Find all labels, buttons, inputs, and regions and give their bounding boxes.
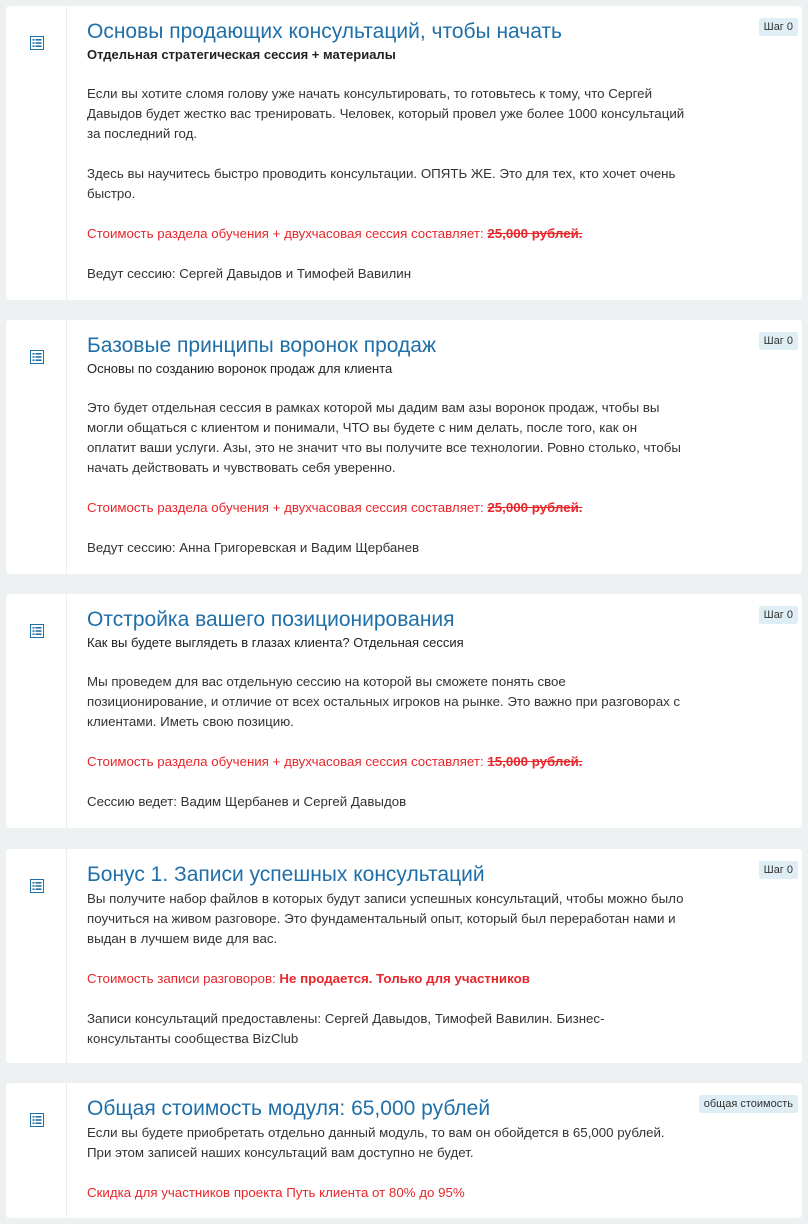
module-card-1 (6, 6, 802, 300)
price-label: Стоимость раздела обучения + двухчасовая сессия составляет: (87, 500, 484, 515)
module-title[interactable]: Базовые принципы воронок продаж (87, 334, 437, 357)
price-line (87, 969, 687, 989)
session-hosts: Ведут сессию: Сергей Давыдов и Тимофей Вавилин (87, 266, 412, 281)
module-card-4 (6, 849, 802, 1063)
module-title[interactable]: Общая стоимость модуля: 65,000 рублей (87, 1097, 491, 1120)
document-list-icon (30, 36, 44, 50)
card-content (87, 861, 687, 1049)
module-description: Мы проведем для вас отдельную сессию на которой вы сможете понять свое позиционирование, и отличие от всех остальных игроков на рынке. Это важно при разговорах с клиентами. Иметь свою позицию. (87, 674, 681, 729)
module-description: Если вы будете приобретать отдельно данный модуль, то вам он обойдется в 65,000 рублей. При этом записей наших консультаций вам доступно не будет. (87, 1125, 665, 1160)
module-card-2 (6, 320, 802, 574)
card-content (87, 18, 687, 284)
session-hosts: Записи консультаций предоставлены: Сергей Давыдов, Тимофей Вавилин. Бизнес-консультанты сообщества BizClub (87, 1011, 605, 1046)
document-list-icon (30, 879, 44, 893)
price-value: 25,000 рублей. (487, 226, 583, 241)
module-subtitle: Как вы будете выглядеть в глазах клиента? Отдельная сессия (87, 635, 464, 650)
module-description: Если вы хотите сломя голову уже начать консультировать, то готовьтесь к тому, что Сергей Давыдов будет жестко вас тренировать. Человек, который провел уже более 1000 консультаций за последний год. (87, 86, 685, 141)
card-content (87, 332, 687, 558)
card-sidebar (6, 320, 67, 574)
module-description: Вы получите набор файлов в которых будут записи успешных консультаций, чтобы можно было поучиться на живом разговоре. Это фундаментальный опыт, который был переработан нами и выдан в лучшем виде для вас. (87, 891, 684, 946)
module-total-card (6, 1083, 802, 1218)
price-label: Стоимость записи разговоров: (87, 971, 276, 986)
session-hosts: Ведут сессию: Анна Григоревская и Вадим Щербанев (87, 540, 420, 555)
card-sidebar (6, 594, 67, 828)
module-subtitle: Отдельная стратегическая сессия + материалы (87, 47, 396, 62)
module-description-2: Здесь вы научитесь быстро проводить консультации. ОПЯТЬ ЖЕ. Это для тех, кто хочет очень быстро. (87, 166, 676, 201)
step-badge: Шаг 0 (759, 18, 798, 36)
price-label: Стоимость раздела обучения + двухчасовая сессия составляет: (87, 226, 484, 241)
document-list-icon (30, 350, 44, 364)
card-content (87, 1095, 687, 1203)
module-card-3 (6, 594, 802, 828)
module-title[interactable]: Бонус 1. Записи успешных консультаций (87, 863, 485, 886)
discount-line: Скидка для участников проекта Путь клиента от 80% до 95% (87, 1185, 465, 1200)
total-badge: общая стоимость (699, 1095, 798, 1113)
session-hosts: Сессию ведет: Вадим Щербанев и Сергей Давыдов (87, 794, 407, 809)
step-badge: Шаг 0 (759, 332, 798, 350)
card-content (87, 606, 687, 812)
module-subtitle: Основы по созданию воронок продаж для клиента (87, 361, 393, 376)
card-sidebar (6, 849, 67, 1063)
price-line (87, 498, 687, 518)
price-line (87, 224, 687, 244)
price-value: 25,000 рублей. (487, 500, 583, 515)
document-list-icon (30, 1113, 44, 1127)
step-badge: Шаг 0 (759, 861, 798, 879)
price-label: Стоимость раздела обучения + двухчасовая сессия составляет: (87, 754, 484, 769)
price-value: Не продается. Только для участников (279, 971, 530, 986)
price-line (87, 752, 687, 772)
module-description: Это будет отдельная сессия в рамках которой мы дадим вам азы воронок продаж, чтобы вы могли общаться с клиентом и понимали, ЧТО вы будете с ним делать, после того, как он оплатит ваши услуги. Азы, это не значит что вы получите все технологии. Ровно столько, чтобы начать действовать и чувствовать себя уверенно. (87, 400, 681, 475)
step-badge: Шаг 0 (759, 606, 798, 624)
price-value: 15,000 рублей. (487, 754, 583, 769)
module-title[interactable]: Отстройка вашего позиционирования (87, 608, 455, 631)
card-sidebar (6, 1083, 67, 1218)
document-list-icon (30, 624, 44, 638)
card-sidebar (6, 6, 67, 300)
module-title[interactable]: Основы продающих консультаций, чтобы начать (87, 20, 562, 43)
